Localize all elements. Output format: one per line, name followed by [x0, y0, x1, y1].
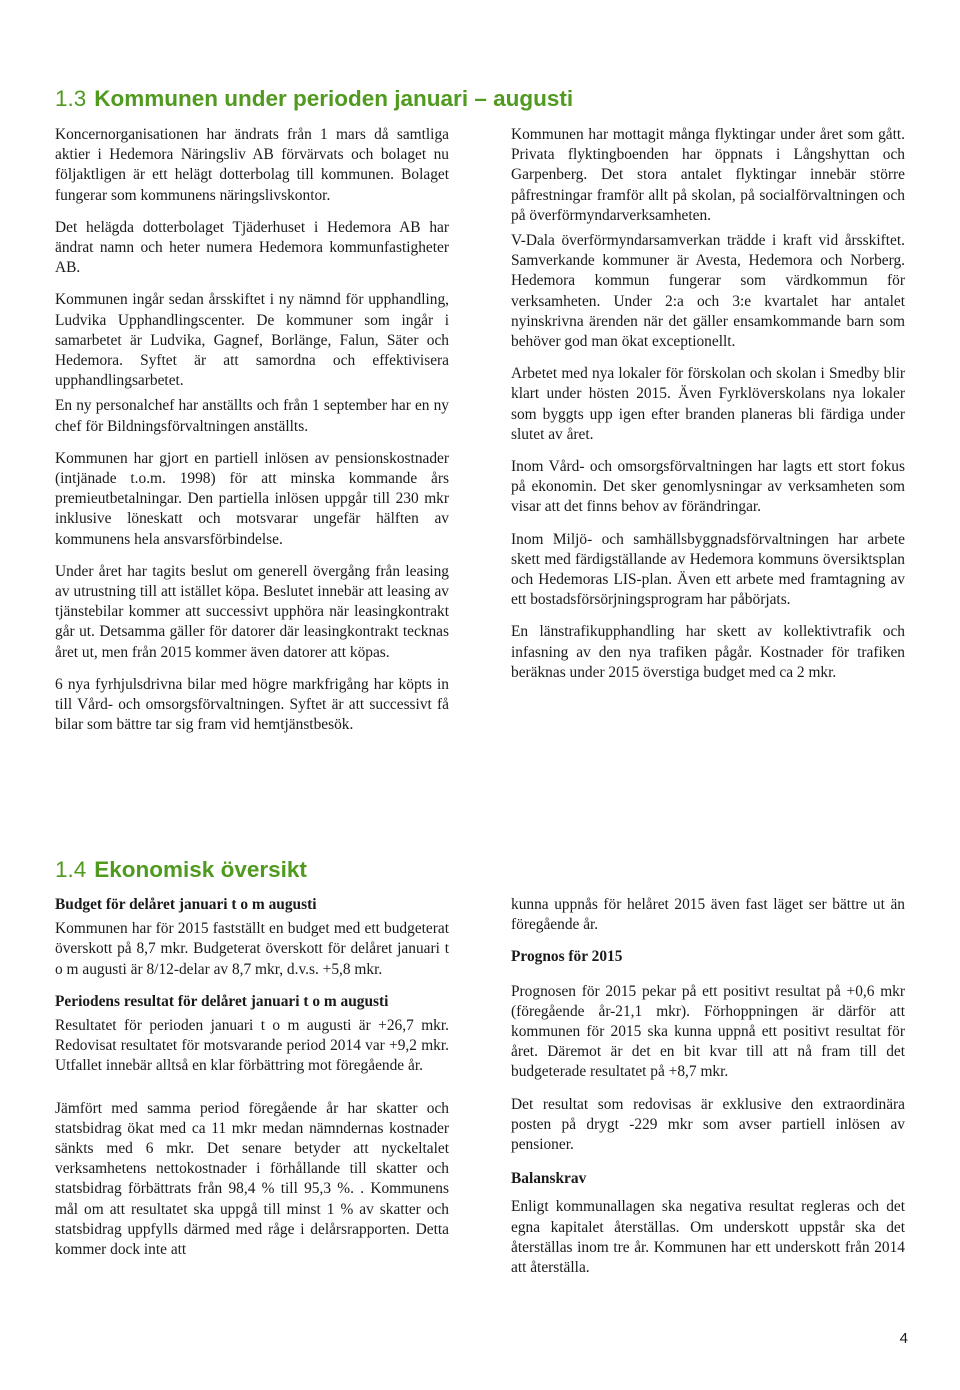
section-number: 1.4: [55, 857, 87, 882]
paragraph: Koncernorganisationen har ändrats från 1 mars då samtliga aktier i Hedemora Näringsliv AB förvärvats och bolaget nu följaktligen är ett helägt dotterbolag till kommunen. Bolaget fungerar som kommunens näringslivskontor.: [55, 126, 449, 204]
page-number: 4: [899, 1330, 908, 1347]
section-1-3-left-column: [55, 125, 449, 747]
paragraph: Arbetet med nya lokaler för förskolan och skolan i Smedby blir klart under hösten 2015. Även Fyrklöverskolans nya lokaler som byggts upp igen efter branden planeras bli färdiga under slutet av året.: [511, 365, 905, 443]
section-1-3-right-column: [511, 125, 905, 695]
subheading-result: Periodens resultat för delåret januari t o m augusti: [55, 992, 389, 1010]
section-heading-1-3: [55, 86, 573, 112]
paragraph: 6 nya fyrhjulsdrivna bilar med högre markfrigång har köpts in till Vård- och omsorgsförvaltningen. Syftet är att successivt få bilar som bättre tar sig fram vid hemtjänstbesök.: [55, 675, 449, 734]
paragraph: Enligt kommunallagen ska negativa resultat regleras och det egna kapitalet återställas. Om underskott uppstår ska det återställas inom tre år. Kommunen har ett underskott från 2014 att återställa.: [511, 1198, 905, 1277]
paragraph: kunna uppnås för helåret 2015 även fast läget ser bättre ut än föregående år.: [511, 896, 905, 934]
subheading-balanskrav: Balanskrav: [511, 1170, 587, 1188]
section-heading-1-4: [55, 857, 307, 883]
paragraph: Det resultat som redovisas är exklusive den extraordinära posten på drygt -229 mkr som avser partiell inlösen av pensioner.: [511, 1095, 905, 1154]
section-title: Ekonomisk översikt: [94, 857, 307, 882]
paragraph: Kommunen har för 2015 fastställt en budget med ett budgeterat överskott på 8,7 mkr. Budgeterat överskott för delåret januari t o m augusti är 8/12-delar av 8,7 mkr, d.v.s. +5,8 mkr.: [55, 920, 449, 978]
paragraph: V-Dala överförmyndarsamverkan trädde i kraft vid årsskiftet. Samverkande kommuner är Avesta, Hedemora och Norberg. Hedemora kommun fungerar som värdkommun för verksamheten. Under 2:a och 3:e kvartalet har antalet nyinskrivna ärenden när det gäller ensamkommande barn som behöver god man ökat exceptionellt.: [511, 232, 905, 351]
paragraph: Kommunen ingår sedan årsskiftet i ny nämnd för upphandling, Ludvika Upphandlingscenter. De kommuner som ingår i samarbetet är Ludvika, Gagnef, Borlänge, Falun, Säter och Hedemora. Syftet är att samordna och effektivisera upphandlingsarbetet.: [55, 291, 449, 390]
paragraph: Inom Vård- och omsorgsförvaltningen har lagts ett stort fokus på ekonomin. Det sker genomlysningar av verksamheten som visar att det finns behov av förändringar.: [511, 458, 905, 516]
section-1-4-left-column: [55, 895, 449, 1272]
paragraph: Jämfört med samma period föregående år har skatter och statsbidrag ökat med ca 11 mkr medan nämndernas kostnader sänkts med 6 mkr. Det senare betyder att nyckeltalet verksamhetens nettokostnader i förhållande till skatter och statsbidrag förbättrats från 98,4 % till 95,3 %. . Kommunens mål om att resultatet ska uppgå till minst 1 % av skatter och statsbidrag uppfylls därmed med råge i delårsrapporten. Detta kommer dock inte att: [55, 1099, 449, 1259]
subheading-prognos: Prognos för 2015: [511, 948, 623, 966]
section-number: 1.3: [55, 86, 87, 111]
paragraph: Kommunen har gjort en partiell inlösen av pensionskostnader (intjänade t.o.m. 1998) för att minska kommande års premieutbetalningar. Den partiella inlösen uppgår till 230 mkr inklusive löneskatt och motsvarar ungefär hälften av kommunens hela ansvarsförbindelse.: [55, 449, 449, 548]
paragraph: En ny personalchef har anställts och från 1 september har en ny chef för Bildningsförvaltningen anställts.: [55, 397, 449, 435]
subheading-budget: Budget för delåret januari t o m augusti: [55, 896, 317, 913]
paragraph: Inom Miljö- och samhällsbyggnadsförvaltningen har arbete skett med färdigställande av Hedemora kommuns översiktsplan och Hedemoras LIS-plan. Även ett arbete med framtagning av ett bostadsförsörjningsprogram har påbörjats.: [511, 530, 905, 609]
paragraph: Kommunen har mottagit många flyktingar under året som gått. Privata flyktingboenden har öppnats i Långshyttan och Garpenberg. Det stora antalet flyktingar innebär större påfrestningar framför allt på skolan, på socialförvaltningen och på överförmyndarverksamheten.: [511, 126, 905, 224]
paragraph: Prognosen för 2015 pekar på ett positivt resultat på +0,6 mkr (föregående år-21,1 mkr). Förhoppningen är därför att kommunen för 2015 ska kunna uppnå ett positivt resultat för året. Däremot är det en bit kvar till att nå fram till det budgeterade resultatet på +8,7 mkr.: [511, 982, 905, 1081]
section-title: Kommunen under perioden januari – augusti: [94, 86, 574, 111]
paragraph: Det helägda dotterbolaget Tjäderhuset i Hedemora AB har ändrat namn och heter numera Hedemora kommunfastigheter AB.: [55, 218, 449, 277]
paragraph: En länstrafikupphandling har skett av kollektivtrafik och infasning av den nya trafiken pågår. Kostnader för trafiken beräknas under 2015 överstiga budget med ca 2 mkr.: [511, 623, 905, 681]
section-1-4-right-column: [511, 895, 905, 1290]
paragraph: Resultatet för perioden januari t o m augusti är +26,7 mkr. Redovisat resultatet för motsvarande period 2014 var +9,2 mkr. Utfallet innebär alltså en klar förbättring mot föregående år.: [55, 1017, 449, 1075]
paragraph: Under året har tagits beslut om generell övergång från leasing av utrustning till att istället köpa. Beslutet innebär att leasing av tjänstebilar kommer att successivt upphöra när leasingkontrakt går ut. Detsamma gäller för datorer där leasingkontrakt tecknas året ut, men från 2015 kommer även datorer att köpas.: [55, 562, 449, 661]
